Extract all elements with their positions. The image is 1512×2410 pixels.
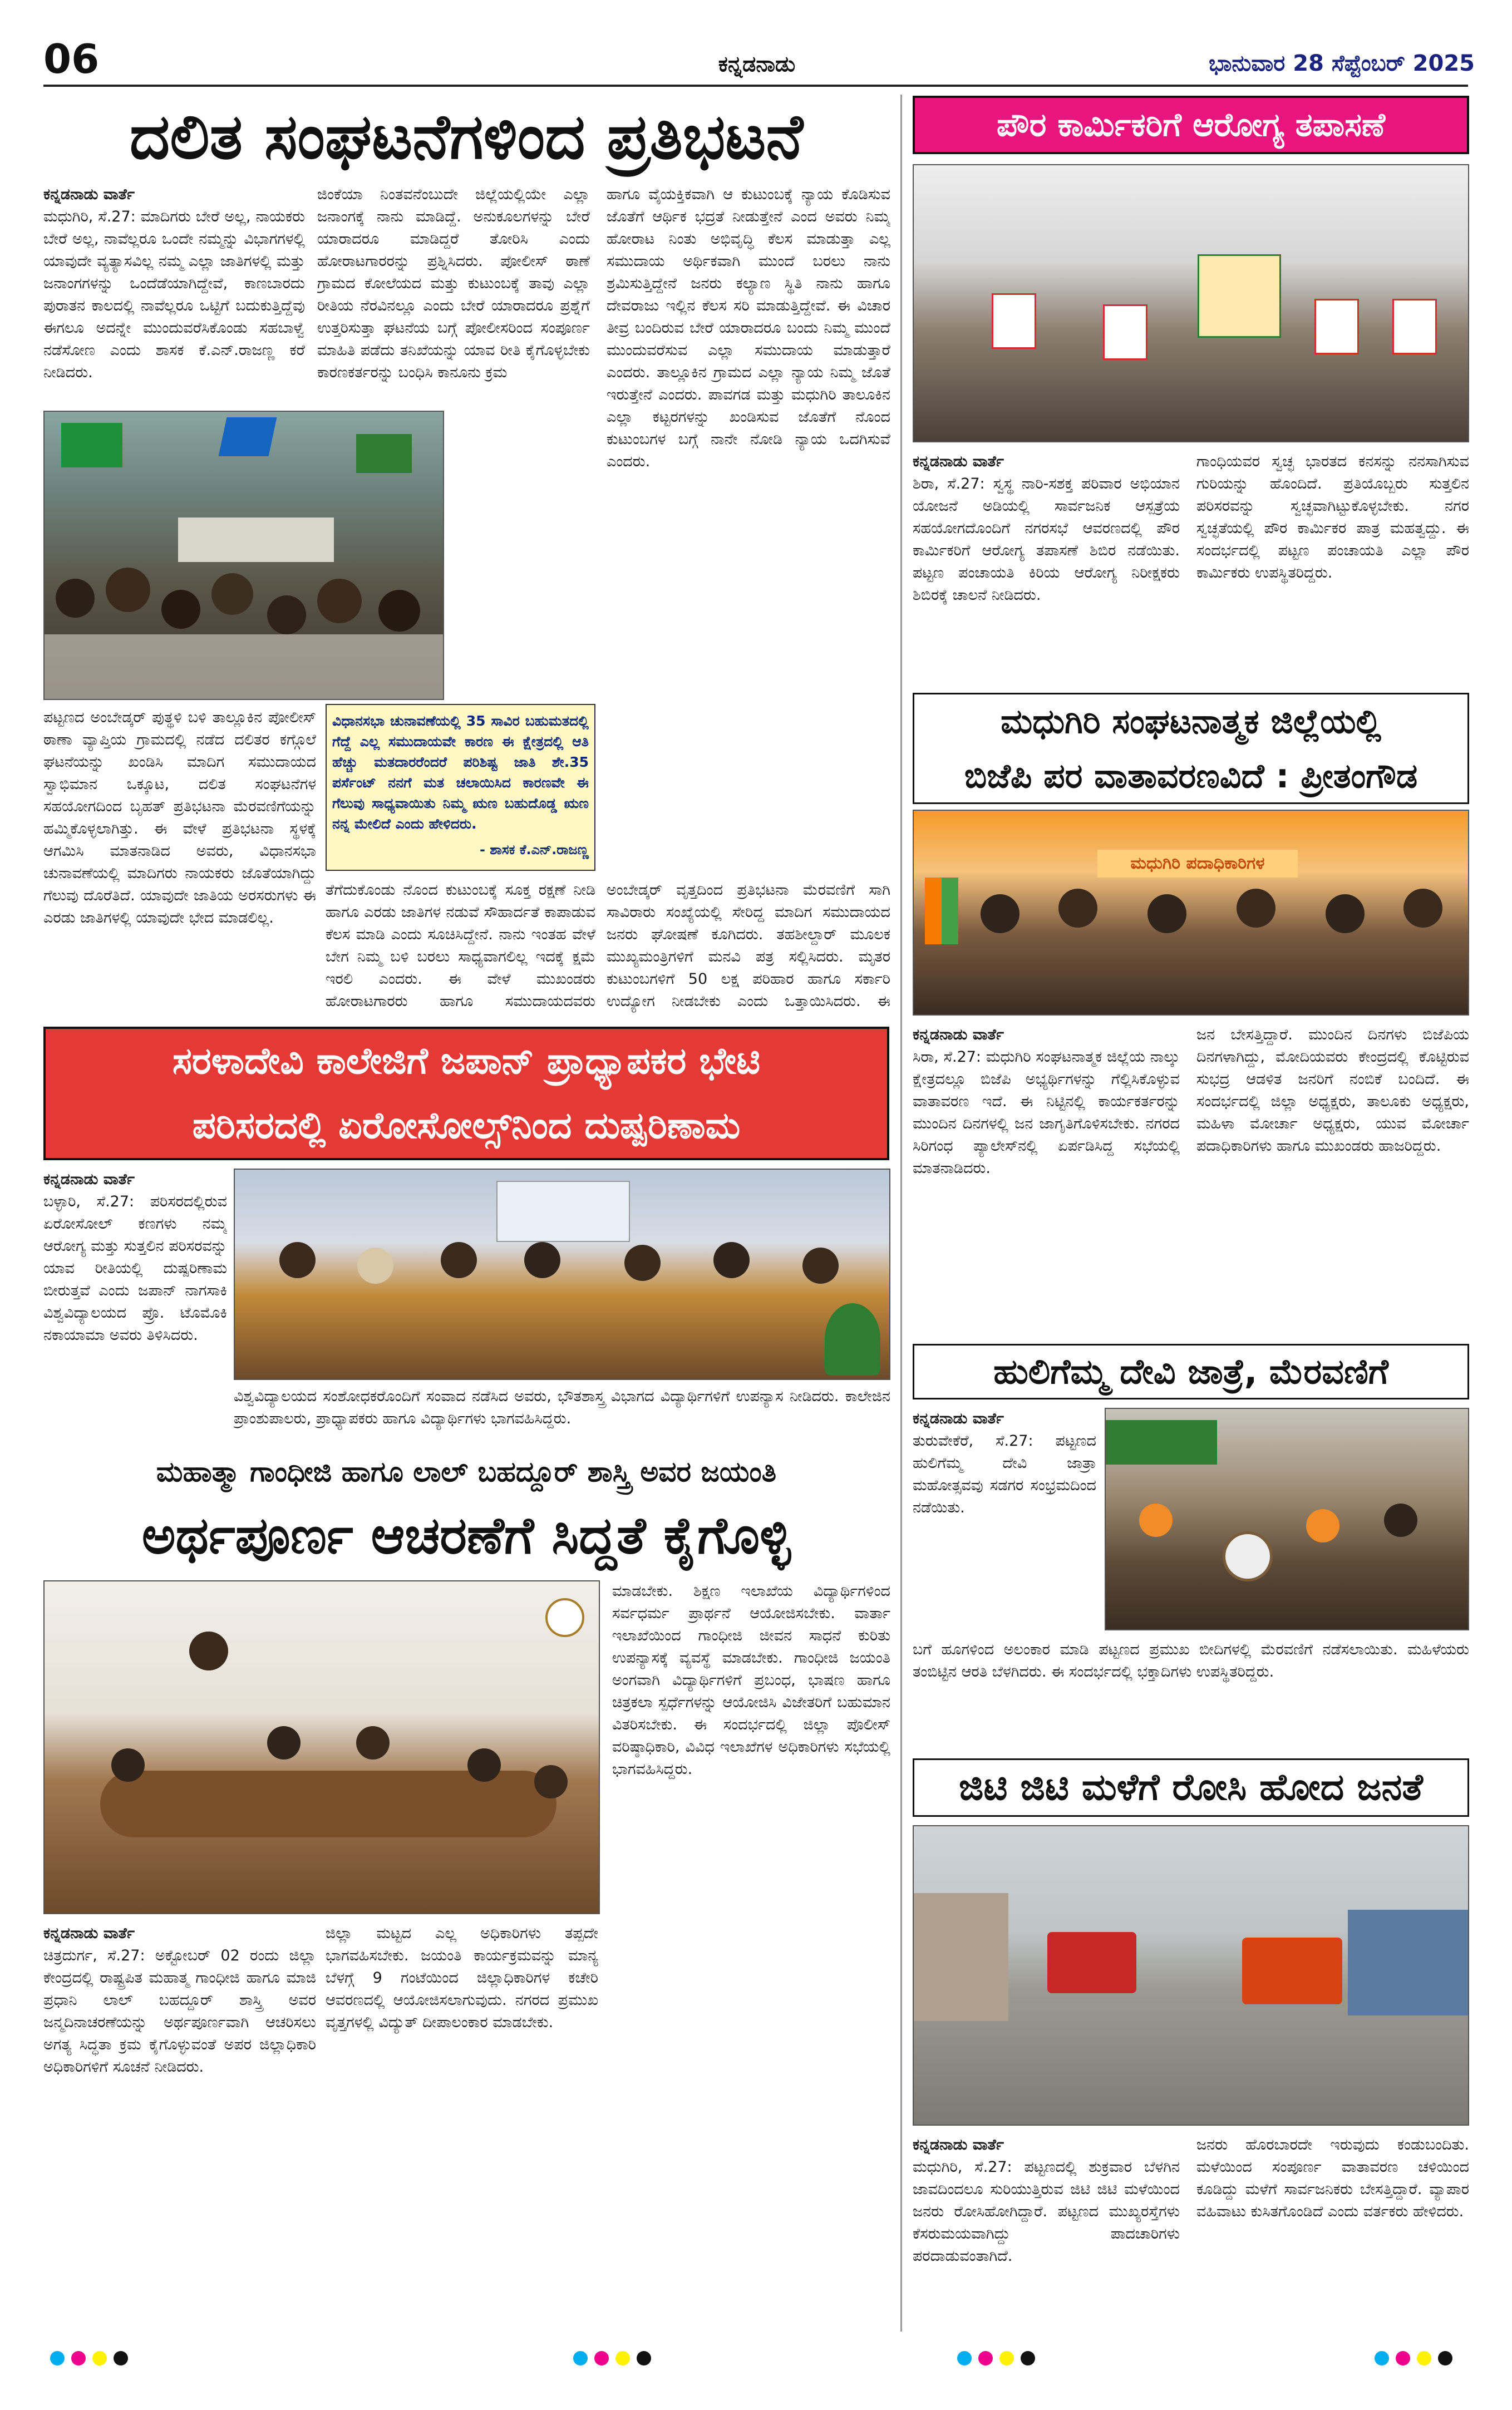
page-number: 06: [43, 36, 100, 82]
story1-headline: ದಲಿತ ಸಂಘಟನೆಗಳಿಂದ ಪ್ರತಿಭಟನೆ: [129, 101, 804, 173]
story5-byline: ಕನ್ನಡನಾಡು ವಾರ್ತೆ: [913, 1410, 1004, 1427]
story6-headline2: ಅರ್ಥಪೂರ್ಣ ಆಚರಣೆಗೆ ಸಿದ್ದತೆ ಕೈಗೊಳ್ಳಿ: [141, 1505, 791, 1565]
story2-byline: ಕನ್ನಡನಾಡು ವಾರ್ತೆ: [913, 453, 1004, 470]
story1-byline: ಕನ್ನಡನಾಡು ವಾರ್ತೆ: [43, 186, 135, 203]
story2-col1: ಕನ್ನಡನಾಡು ವಾರ್ತೆ ಶಿರಾ, ಸೆ.27: ಸ್ವಸ್ಥ ನಾರಿ-ಸಶಕ್ತ ಪರಿವಾರ ಅಭಿಯಾನ ಯೋಜನೆ ಅಡಿಯಲ್ಲಿ ಸಾರ್ವಜನಿಕ ಆಸ್ಪತ್ರೆಯ ಸಹಯೋಗದೊಂದಿಗೆ ನಗರಸಭೆ ಆವರಣದಲ್ಲಿ ಪೌರ ಕಾರ್ಮಿಕರಿಗೆ ಆರೋಗ್ಯ ತಪಾಸಣೆ ಶಿಬಿರ ನಡೆಯಿತು. ಪಟ್ಟಣ ಪಂಚಾಯತಿ ಕಿರಿಯ ಆರೋಗ್ಯ ನಿರೀಕ್ಷಕರು ಶಿಬಿರಕ್ಕೆ ಚಾಲನೆ ನೀಡಿದರು.: [913, 451, 1180, 684]
story2-certificate: [1392, 299, 1437, 354]
story6-headline1: ಮಹಾತ್ಮಾ ಗಾಂಧೀಜಿ ಹಾಗೂ ಲಾಲ್ ಬಹದ್ದೂರ್ ಶಾಸ್ತ್ರಿ ಅವರ ಜಯಂತಿ: [156, 1455, 777, 1488]
story3-headline-box: [913, 693, 1469, 804]
story1-col1b: ಪಟ್ಟಣದ ಅಂಬೇಡ್ಕರ್ ಪುತ್ಥಳಿ ಬಳಿ ತಾಲ್ಲೂಕಿನ ಪೋಲೀಸ್ ಠಾಣಾ ವ್ಯಾಪ್ತಿಯ ಗ್ರಾಮದಲ್ಲಿ ನಡೆದ ದಲಿತರ ಕಗ್ಗೊಲೆ ಘಟನೆಯನ್ನು ಖಂಡಿಸಿ ಮಾದಿಗ ಸಮುದಾಯದ ಸ್ವಾಭಿಮಾನ ಒಕ್ಕೂಟ, ದಲಿತ ಸಂಘಟನೆಗಳ ಸಹಯೋಗದಿಂದ ಬೃಹತ್ ಪ್ರತಿಭಟನಾ ಮೆರವಣಿಗೆಯನ್ನು ಹಮ್ಮಿಕೊಳ್ಳಲಾಗಿತ್ತು. ಈ ವೇಳೆ ಪ್ರತಿಭಟನಾ ಸ್ಥಳಕ್ಕೆ ಆಗಮಿಸಿ ಮಾತನಾಡಿದ ಅವರು, ವಿಧಾನಸಭಾ ಚುನಾವಣೆಯಲ್ಲಿ ಮಾದಿಗರು ನಾಯಕರು ಜೊತೆಯಾಗಿದ್ದು ಗೆಲುವು ದೊರೆತಿದೆ. ಯಾವುದೇ ಜಾತಿಯ ಅರಸರುಗಳು ಈ ಎರಡು ಜಾತಿಗಳಲ್ಲಿ ಯಾವುದೇ ಭೇದ ಮಾಡಲಿಲ್ಲ.: [43, 709, 316, 926]
story1-col3a: ಹಾಗೂ ವೈಯಕ್ತಿಕವಾಗಿ ಆ ಕುಟುಂಬಕ್ಕೆ ನ್ಯಾಯ ಕೊಡಿಸುವ ಜೊತೆಗೆ ಆರ್ಥಿಕ ಭದ್ರತೆ ನೀಡುತ್ತೇನೆ ಎಂದ ಅವರು ನಿಮ್ಮ ಹೋರಾಟ ನಿಂತು ಅಭಿವೃದ್ಧಿ ಕೆಲಸ ಮಾಡುತ್ತಾ ಎಲ್ಲ ಸಮುದಾಯ ಅರ್ಥಿಕವಾಗಿ ಮುಂದೆ ಬರಲು ನಾನು ಶ್ರಮಿಸುತ್ತಿದ್ದೇನೆ ಜನರು ಕಲ್ಯಾಣ ಸ್ಥಿತಿ ನಾನು ಹಾಗೂ ದೇವರಾಜು ಇಲ್ಲಿನ ಕೆಲಸ ಸರಿ ಮಾಡುತ್ತಿದ್ದೇವೆ. ಈ ವಿಚಾರ ತೀವ್ರ ಬಂದಿರುವ ಬೇರೆ ಯಾರಾದರೂ ಬಂದು ನಿಮ್ಮ ಮುಂದೆ ಮುಂದುವರೆಸುವ ಎಲ್ಲಾ ಸಮುದಾಯ ಮಾಡುತ್ತಾರೆ ಎಂದರು. ತಾಲ್ಲೂಕಿನ ಗ್ರಾಮದ ಎಲ್ಲಾ ನ್ಯಾಯ ನಿಮ್ಮ ಜೊತೆ ಇರುತ್ತೇನೆ ಎಂದರು. ಪಾವಗಡ ಮತ್ತು ಮಧುಗಿರಿ ತಾಲೂಕಿನ ಎಲ್ಲಾ ಕಟ್ಟರಗಳನ್ನು ಖಂಡಿಸುವ ಜೊತೆಗೆ ನೊಂದ ಕುಟುಂಬಗಳ ಬಗ್ಗೆ ನಾನೇ ನೋಡಿ ನ್ಯಾಯ ಒದಗಿಸುವೆ ಎಂದರು.: [607, 186, 890, 470]
story6-byline: ಕನ್ನಡನಾಡು ವಾರ್ತೆ: [43, 1925, 135, 1942]
story4-headline2: ಪರಿಸರದಲ್ಲಿ ಏರೋಸೋಲ್ಸ್‌ನಿಂದ ದುಷ್ಪರಿಣಾಮ: [192, 1103, 741, 1147]
meeting-emblem: [545, 1598, 584, 1637]
story4-col1: ಕನ್ನಡನಾಡು ವಾರ್ತೆ ಬಳ್ಳಾರಿ, ಸೆ.27: ಪರಿಸರದಲ್ಲಿರುವ ಏರೋಸೋಲ್ ಕಣಗಳು ನಮ್ಮ ಆರೋಗ್ಯ ಮತ್ತು ಸುತ್ತಲಿನ ಪರಿಸರವನ್ನು ಯಾವ ರೀತಿಯಲ್ಲಿ ದುಷ್ಪರಿಣಾಮ ಬೀರುತ್ತವೆ ಎಂದು ಜಪಾನ್ ನಾಗಸಾಕಿ ವಿಶ್ವವಿದ್ಯಾಲಯದ ಪ್ರೊ. ಟೊಮೊಕಿ ನಕಾಯಾಮಾ ಅವರು ತಿಳಿಸಿದರು.: [43, 1169, 227, 1436]
story4-screen: [496, 1181, 630, 1242]
print-registration-marks: [1375, 2351, 1452, 2365]
story6-col1: ಕನ್ನಡನಾಡು ವಾರ್ತೆ ಚಿತ್ರದುರ್ಗ, ಸೆ.27: ಅಕ್ಟೋಬರ್ 02 ರಂದು ಜಿಲ್ಲಾ ಕೇಂದ್ರದಲ್ಲಿ ರಾಷ್ಟ್ರಪಿತ ಮಹಾತ್ಮ ಗಾಂಧೀಜಿ ಹಾಗೂ ಮಾಜಿ ಪ್ರಧಾನಿ ಲಾಲ್ ಬಹದ್ದೂರ್ ಶಾಸ್ತ್ರಿ ಅವರ ಜನ್ಮದಿನಾಚರಣೆಯನ್ನು ಅರ್ಥಪೂರ್ಣವಾಗಿ ಆಚರಿಸಲು ಅಗತ್ಯ ಸಿದ್ಧತಾ ಕ್ರಮ ಕೈಗೊಳ್ಳುವಂತೆ ಅಪರ ಜಿಲ್ಲಾಧಿಕಾರಿ ಅಧಿಕಾರಿಗಳಿಗೆ ಸೂಚನೆ ನೀಡಿದರು.: [43, 1923, 316, 2323]
newspaper-name: ಕನ್ನಡನಾಡು: [718, 52, 796, 76]
story6-col2: ಜಿಲ್ಲಾ ಮಟ್ಟದ ಎಲ್ಲ ಅಧಿಕಾರಿಗಳು ತಪ್ಪದೇ ಭಾಗವಹಿಸಬೇಕು. ಜಯಂತಿ ಕಾರ್ಯಕ್ರಮವನ್ನು ಮಾನ್ಯ ಬೆಳಗ್ಗೆ 9 ಗಂಟೆಯಿಂದ ಜಿಲ್ಲಾಧಿಕಾರಿಗಳ ಕಚೇರಿ ಆವರಣದಲ್ಲಿ ಆಯೋಜಿಸಲಾಗುವುದು. ನಗರದ ಪ್ರಮುಖ ವೃತ್ತಗಳಲ್ಲಿ ವಿದ್ಯುತ್ ದೀಪಾಲಂಕಾರ ಮಾಡಬೇಕು.: [326, 1925, 598, 2031]
issue-date: ಭಾನುವಾರ 28 ಸೆಪ್ಟೆಂಬರ್ 2025: [1208, 51, 1475, 76]
story3-headline1: ಮಧುಗಿರಿ ಸಂಘಟನಾತ್ಮಕ ಜಿಲ್ಲೆಯಲ್ಲಿ: [1001, 702, 1381, 741]
story7-col2: ಜನರು ಹೊರಬಾರದೇ ಇರುವುದು ಕಂಡುಬಂದಿತು. ಮಳೆಯಿಂದ ಸಂಪೂರ್ಣ ವಾತಾವರಣ ಚಳಿಯಿಂದ ಕೂಡಿದ್ದು ಮಳೆಗೆ ಸಾರ್ವಜನಿಕರು ಬೇಸತ್ತಿದ್ದಾರೆ. ವ್ಯಾಪಾರ ವಹಿವಾಟು ಕುಸಿತಗೊಂಡಿದೆ ಎಂದು ವರ್ತಕರು ಹೇಳಿದರು.: [1196, 2136, 1469, 2220]
story3-stage-banner: ಮಧುಗಿರಿ ಪದಾಧಿಕಾರಿಗಳ: [1097, 850, 1298, 878]
story7-shop-row: [1348, 1910, 1469, 2015]
story4-headline1: ಸರಳಾದೇವಿ ಕಾಲೇಜಿಗೆ ಜಪಾನ್ ಪ್ರಾಧ್ಯಾಪಕರ ಭೇಟಿ: [172, 1039, 761, 1082]
story5-shop-sign: [1106, 1420, 1217, 1465]
story4-byline: ಕನ್ನಡನಾಡು ವಾರ್ತೆ: [43, 1171, 135, 1188]
story3-col1: ಕನ್ನಡನಾಡು ವಾರ್ತೆ ಸಿರಾ, ಸೆ.27: ಮಧುಗಿರಿ ಸಂಘಟನಾತ್ಮಕ ಜಿಲ್ಲೆಯ ನಾಲ್ಕು ಕ್ಷೇತ್ರದಲ್ಲೂ ಬಿಜೆಪಿ ಅಭ್ಯರ್ಥಿಗಳನ್ನು ಗೆಲ್ಲಿಸಿಕೊಳ್ಳುವ ವಾತಾವರಣ ಇದೆ. ಈ ನಿಟ್ಟಿನಲ್ಲಿ ಕಾರ್ಯಕರ್ತರನ್ನು ಮುಂದಿನ ದಿನಗಳಲ್ಲಿ ಜನ ಜಾಗೃತಿಗೊಳಿಸಬೇಕು. ನಗರದ ಸಿರಿಗಂಧ ಪ್ಯಾಲೇಸ್‌ನಲ್ಲಿ ಏರ್ಪಡಿಸಿದ್ದ ಸಭೆಯಲ್ಲಿ ಮಾತನಾಡಿದರು.: [913, 1024, 1180, 1335]
story7-bus: [1242, 1938, 1342, 2004]
story7-rain-street-photo: [913, 1825, 1469, 2126]
protest-flag-icon: [61, 423, 122, 467]
procession-drum-icon: [1223, 1531, 1273, 1581]
story6-col3: ಮಾಡಬೇಕು. ಶಿಕ್ಷಣ ಇಲಾಖೆಯ ವಿದ್ಯಾರ್ಥಿಗಳಿಂದ ಸರ್ವಧರ್ಮ ಪ್ರಾರ್ಥನೆ ಆಯೋಜಿಸಬೇಕು. ವಾರ್ತಾ ಇಲಾಖೆಯಿಂದ ಗಾಂಧೀಜಿ ಜೀವನ ಸಾಧನೆ ಕುರಿತು ಉಪನ್ಯಾಸಕ್ಕೆ ವ್ಯವಸ್ಥೆ ಮಾಡಬೇಕು. ಗಾಂಧೀಜಿ ಜಯಂತಿ ಅಂಗವಾಗಿ ವಿದ್ಯಾರ್ಥಿಗಳಿಗೆ ಪ್ರಬಂಧ, ಭಾಷಣ ಹಾಗೂ ಚಿತ್ರಕಲಾ ಸ್ಪರ್ಧೆಗಳನ್ನು ಆಯೋಜಿಸಿ ವಿಜೇತರಿಗೆ ಬಹುಮಾನ ವಿತರಿಸಬೇಕು. ಈ ಸಂದರ್ಭದಲ್ಲಿ ಜಿಲ್ಲಾ ಪೊಲೀಸ್ ವರಿಷ್ಠಾಧಿಕಾರಿ, ವಿವಿಧ ಇಲಾಖೆಗಳ ಅಧಿಕಾರಿಗಳು ಸಭೆಯಲ್ಲಿ ಭಾಗವಹಿಸಿದ್ದರು.: [612, 1583, 890, 1778]
story3-bjp-photo: [913, 810, 1469, 1016]
story7-col1: ಕನ್ನಡನಾಡು ವಾರ್ತೆ ಮಧುಗಿರಿ, ಸೆ.27: ಪಟ್ಟಣದಲ್ಲಿ ಶುಕ್ರವಾರ ಬೆಳಗಿನ ಜಾವದಿಂದಲೂ ಸುರಿಯುತ್ತಿರುವ ಜಿಟಿ ಜಿಟಿ ಮಳೆಯಿಂದ ಜನರು ರೋಸಿಹೋಗಿದ್ದಾರೆ. ಪಟ್ಟಣದ ಮುಖ್ಯರಸ್ತೆಗಳು ಕೆಸರುಮಯವಾಗಿದ್ದು ಪಾದಚಾರಿಗಳು ಪರದಾಡುವಂತಾಗಿದೆ.: [913, 2134, 1180, 2323]
story3-byline: ಕನ್ನಡನಾಡು ವಾರ್ತೆ: [913, 1026, 1004, 1043]
story2-poster: [1198, 254, 1281, 338]
story1-intro: ಕನ್ನಡನಾಡು ವಾರ್ತೆ ಮಧುಗಿರಿ, ಸೆ.27: ಮಾದಿಗರು ಬೇರೆ ಅಲ್ಲ, ನಾಯಕರು ಬೇರೆ ಅಲ್ಲ, ನಾವೆಲ್ಲರೂ ಒಂದೇ ನಮ್ಮನ್ನು ವಿಭಾಗಗಳಲ್ಲಿ ಯಾವುದೇ ವ್ಯತ್ಯಾಸವಿಲ್ಲ ನಮ್ಮ ಎಲ್ಲಾ ಜಾತಿಗಳಲ್ಲಿ ಮತ್ತು ಜನಾಂಗಗಳನ್ನು ಒಂದೆಡೆಯಾಗಿದ್ದೇವೆ, ಕಾಣಬಾರದು ಪುರಾತನ ಕಾಲದಲ್ಲಿ ನಾವೆಲ್ಲರೂ ಒಟ್ಟಿಗೆ ಬದುಕುತ್ತಿದ್ದೆವು ಈಗಲೂ ಅದನ್ನೇ ಮುಂದುವರೆಸಿಕೊಂಡು ಸಹಬಾಳ್ವೆ ನಡೆಸೋಣ ಎಂದು ಶಾಸಕ ಕೆ.ಎನ್.ರಾಜಣ್ಣ ಕರೆ ನೀಡಿದರು.: [43, 184, 305, 406]
story4-college-photo: [234, 1169, 890, 1380]
story1-col2b: ತೆಗೆದುಕೊಂಡು ನೊಂದ ಕುಟುಂಬಕ್ಕೆ ಸೂಕ್ತ ರಕ್ಷಣೆ ನೀಡಿ ಹಾಗೂ ಎರಡು ಜಾತಿಗಳ ನಡುವೆ ಸೌಹಾರ್ದತೆ ಕಾಪಾಡುವ ಕೆಲಸ ಮಾಡಿ ಎಂದು ಸೂಚಿಸಿದ್ದೇನೆ. ನಾನು ಇಂತಹ ವೇಳೆ ಬೇಗ ನಿಮ್ಮ ಬಳಿ ಬರಲು ಸಾಧ್ಯವಾಗಲಿಲ್ಲ ಇದಕ್ಕೆ ಕ್ಷಮೆ ಇರಲಿ ಎಂದರು. ಈ ವೇಳೆ ಮುಖಂಡರು ಹೋರಾಟಗಾರರು ಹಾಗೂ ಸಮುದಾಯದವರು: [326, 881, 595, 1010]
story5-procession-photo: [1105, 1408, 1469, 1630]
story5-headline: ಹುಲಿಗೆಮ್ಮ ದೇವಿ ಜಾತ್ರೆ, ಮೆರವಣಿಗೆ: [913, 1344, 1469, 1399]
print-registration-marks: [957, 2351, 1035, 2365]
print-registration-marks: [573, 2351, 651, 2365]
story4-col-bottom: ವಿಶ್ವವಿದ್ಯಾಲಯದ ಸಂಶೋಧಕರೊಂದಿಗೆ ಸಂವಾದ ನಡೆಸಿದ ಅವರು, ಭೌತಶಾಸ್ತ್ರ ವಿಭಾಗದ ವಿದ್ಯಾರ್ಥಿಗಳಿಗೆ ಉಪನ್ಯಾಸ ನೀಡಿದರು. ಕಾಲೇಜಿನ ಪ್ರಾಂಶುಪಾಲರು, ಪ್ರಾಧ್ಯಾಪಕರು ಹಾಗೂ ವಿದ್ಯಾರ್ಥಿಗಳು ಭಾಗವಹಿಸಿದ್ದರು.: [234, 1388, 890, 1427]
story1-quote-credit: - ಶಾಸಕ ಕೆ.ಎನ್.ರಾಜಣ್ಣ: [479, 842, 589, 857]
story5-col2: ಬಗೆ ಹೂಗಳಿಂದ ಅಲಂಕಾರ ಮಾಡಿ ಪಟ್ಟಣದ ಪ್ರಮುಖ ಬೀದಿಗಳಲ್ಲಿ ಮೆರವಣಿಗೆ ನಡೆಸಲಾಯಿತು. ಮಹಿಳೆಯರು ತಂಬಿಟ್ಟಿನ ಆರತಿ ಬೆಳಗಿದರು. ಈ ಸಂದರ್ಭದಲ್ಲಿ ಭಕ್ತಾದಿಗಳು ಉಪಸ್ಥಿತರಿದ್ದರು.: [913, 1641, 1469, 1680]
story1-col2a: ಜಿಂಕೆಯಾ ನಿಂತವನೆಂಬುದೇ ಜಿಲ್ಲೆಯಲ್ಲಿಯೇ ಎಲ್ಲಾ ಜನಾಂಗಕ್ಕೆ ನಾನು ಮಾಡಿದ್ದೆ. ಅನುಕೂಲಗಳನ್ನು ಬೇರೆ ಯಾರಾದರೂ ಮಾಡಿದ್ದರೆ ತೋರಿಸಿ ಎಂದು ಹೋರಾಟಗಾರರನ್ನು ಪ್ರಶ್ನಿಸಿದರು. ಪೋಲೀಸ್ ಠಾಣೆ ಗ್ರಾಮದ ಕೋಲೆಯದ ಮತ್ತು ಕುಟುಂಬಕ್ಕೆ ತಾವು ಎಲ್ಲಾ ರೀತಿಯ ನೆರವಿನಲ್ಲೂ ಎಂದು ಬೇರೆ ಯಾರಾದರೂ ಪ್ರಶ್ನೆಗೆ ಉತ್ತರಿಸುತ್ತಾ ಘಟನೆಯ ಬಗ್ಗೆ ಪೋಲೀಸರಿಂದ ಸಂಪೂರ್ಣ ಮಾಹಿತಿ ಪಡೆದು ತನಿಖೆಯನ್ನು ಯಾವ ರೀತಿ ಕೈಗೊಳ್ಳಬೇಕು ಕಾರಣಕರ್ತರನ್ನು ಬಂಧಿಸಿ ಕಾನೂನು ಕ್ರಮ: [317, 186, 590, 381]
story4-headline-box: [43, 1027, 889, 1160]
story1-col3b: ಅಂಬೇಡ್ಕರ್ ವೃತ್ತದಿಂದ ಪ್ರತಿಭಟನಾ ಮೆರವಣಿಗೆ ಸಾಗಿ ಸಾವಿರಾರು ಸಂಖ್ಯೆಯಲ್ಲಿ ಸೇರಿದ್ದ ಮಾದಿಗ ಸಮುದಾಯದ ಜನರು ಘೋಷಣೆ ಕೂಗಿದರು. ತಹಶೀಲ್ದಾರ್ ಮೂಲಕ ಮುಖ್ಯಮಂತ್ರಿಗಳಿಗೆ ಮನವಿ ಪತ್ರ ಸಲ್ಲಿಸಿದರು. ಮೃತರ ಕುಟುಂಬಗಳಿಗೆ 50 ಲಕ್ಷ ಪರಿಹಾರ ಹಾಗೂ ಸರ್ಕಾರಿ ಉದ್ಯೋಗ ನೀಡಬೇಕು ಎಂದು ಒತ್ತಾಯಿಸಿದರು. ಈ: [607, 881, 890, 1010]
story7-bus: [1047, 1932, 1136, 1993]
story2-headline: ಪೌರ ಕಾರ್ಮಿಕರಿಗೆ ಆರೋಗ್ಯ ತಪಾಸಣೆ: [913, 96, 1469, 154]
story7-building: [914, 1893, 1008, 2021]
story7-byline: ಕನ್ನಡನಾಡು ವಾರ್ತೆ: [913, 2136, 1004, 2153]
story1-quote-text: ವಿಧಾನಸಭಾ ಚುನಾವಣೆಯಲ್ಲಿ 35 ಸಾವಿರ ಬಹುಮತದಲ್ಲಿ ಗೆದ್ದೆ ಎಲ್ಲ ಸಮುದಾಯವೇ ಕಾರಣ ಈ ಕ್ಷೇತ್ರದಲ್ಲಿ ಆತಿ ಹೆಚ್ಚು ಮತದಾರರೆಂದರೆ ಪರಿಶಿಷ್ಟ ಜಾತಿ ಶೇ.35 ಪರ್ಸೆಂಟ್ ನನಗೆ ಮತ ಚಲಾಯಿಸಿದ ಕಾರಣವೇ ಈ ಗೆಲುವು ಸಾಧ್ಯವಾಯಿತು ನಿಮ್ಮ ಋಣ ಬಹುದೊಡ್ಡ ಋಣ ನನ್ನ ಮೇಲಿದೆ ಎಂದು ಹೇಳಿದರು.: [332, 713, 589, 832]
column-divider: [900, 95, 902, 2332]
protest-flag-icon: [219, 417, 277, 456]
story2-certificate: [1103, 304, 1147, 360]
story3-col2: ಜನ ಬೇಸತ್ತಿದ್ದಾರೆ. ಮುಂದಿನ ದಿನಗಳು ಬಿಜೆಪಿಯ ದಿನಗಳಾಗಿದ್ದು, ಮೋದಿಯವರು ಕೇಂದ್ರದಲ್ಲಿ ಕೊಟ್ಟಿರುವ ಸುಭದ್ರ ಆಡಳಿತ ಜನರಿಗೆ ನಂಬಿಕೆ ಬಂದಿದೆ. ಈ ಸಂದರ್ಭದಲ್ಲಿ ಜಿಲ್ಲಾ ಅಧ್ಯಕ್ಷರು, ತಾಲೂಕು ಅಧ್ಯಕ್ಷರು, ಮಹಿಳಾ ಮೋರ್ಚಾ ಅಧ್ಯಕ್ಷರು, ಯುವ ಮೋರ್ಚಾ ಪದಾಧಿಕಾರಿಗಳು ಹಾಗೂ ಮುಖಂಡರು ಹಾಜರಿದ್ದರು.: [1196, 1026, 1469, 1155]
story2-certificate: [992, 293, 1036, 349]
story2-certificate: [1314, 299, 1359, 354]
story2-healthcamp-photo: [913, 164, 1469, 442]
protest-flag-icon: [356, 434, 412, 473]
story7-headline: ಜಿಟಿ ಜಿಟಿ ಮಳೆಗೆ ರೋಸಿ ಹೋದ ಜನತೆ: [913, 1758, 1469, 1817]
story4-plant: [825, 1303, 880, 1376]
story1-quote-box: [326, 704, 595, 871]
print-registration-marks: [50, 2351, 128, 2365]
story6-meeting-photo: [43, 1580, 600, 1914]
masthead-rule: [43, 85, 1468, 87]
story1-protest-photo: [43, 411, 444, 700]
bjp-flag-icon: [925, 878, 958, 944]
story3-headline2: ಬಿಜೆಪಿ ಪರ ವಾತಾವರಣವಿದೆ : ಪ್ರೀತಂಗೌಡ: [964, 757, 1418, 796]
protest-banner: [178, 518, 334, 562]
story2-col2: ಗಾಂಧಿಯವರ ಸ್ವಚ್ಛ ಭಾರತದ ಕನಸನ್ನು ನನಸಾಗಿಸುವ ಗುರಿಯನ್ನು ಹೊಂದಿದೆ. ಪ್ರತಿಯೊಬ್ಬರು ಸುತ್ತಲಿನ ಪರಿಸರವನ್ನು ಸ್ವಚ್ಛವಾಗಿಟ್ಟುಕೊಳ್ಳಬೇಕು. ನಗರ ಸ್ವಚ್ಛತೆಯಲ್ಲಿ ಪೌರ ಕಾರ್ಮಿಕರ ಪಾತ್ರ ಮಹತ್ವದ್ದು. ಈ ಸಂದರ್ಭದಲ್ಲಿ ಪಟ್ಟಣ ಪಂಚಾಯತಿ ಎಲ್ಲಾ ಪೌರ ಕಾರ್ಮಿಕರು ಉಪಸ್ಥಿತರಿದ್ದರು.: [1196, 453, 1469, 581]
story5-col1: ಕನ್ನಡನಾಡು ವಾರ್ತೆ ತುರುವೇಕೆರೆ, ಸೆ.27: ಪಟ್ಟಣದ ಹುಲಿಗೆಮ್ಮ ದೇವಿ ಜಾತ್ರಾ ಮಹೋತ್ಸವವು ಸಡಗರ ಸಂಭ್ರಮದಿಂದ ನಡೆಯಿತು.: [913, 1408, 1096, 1630]
